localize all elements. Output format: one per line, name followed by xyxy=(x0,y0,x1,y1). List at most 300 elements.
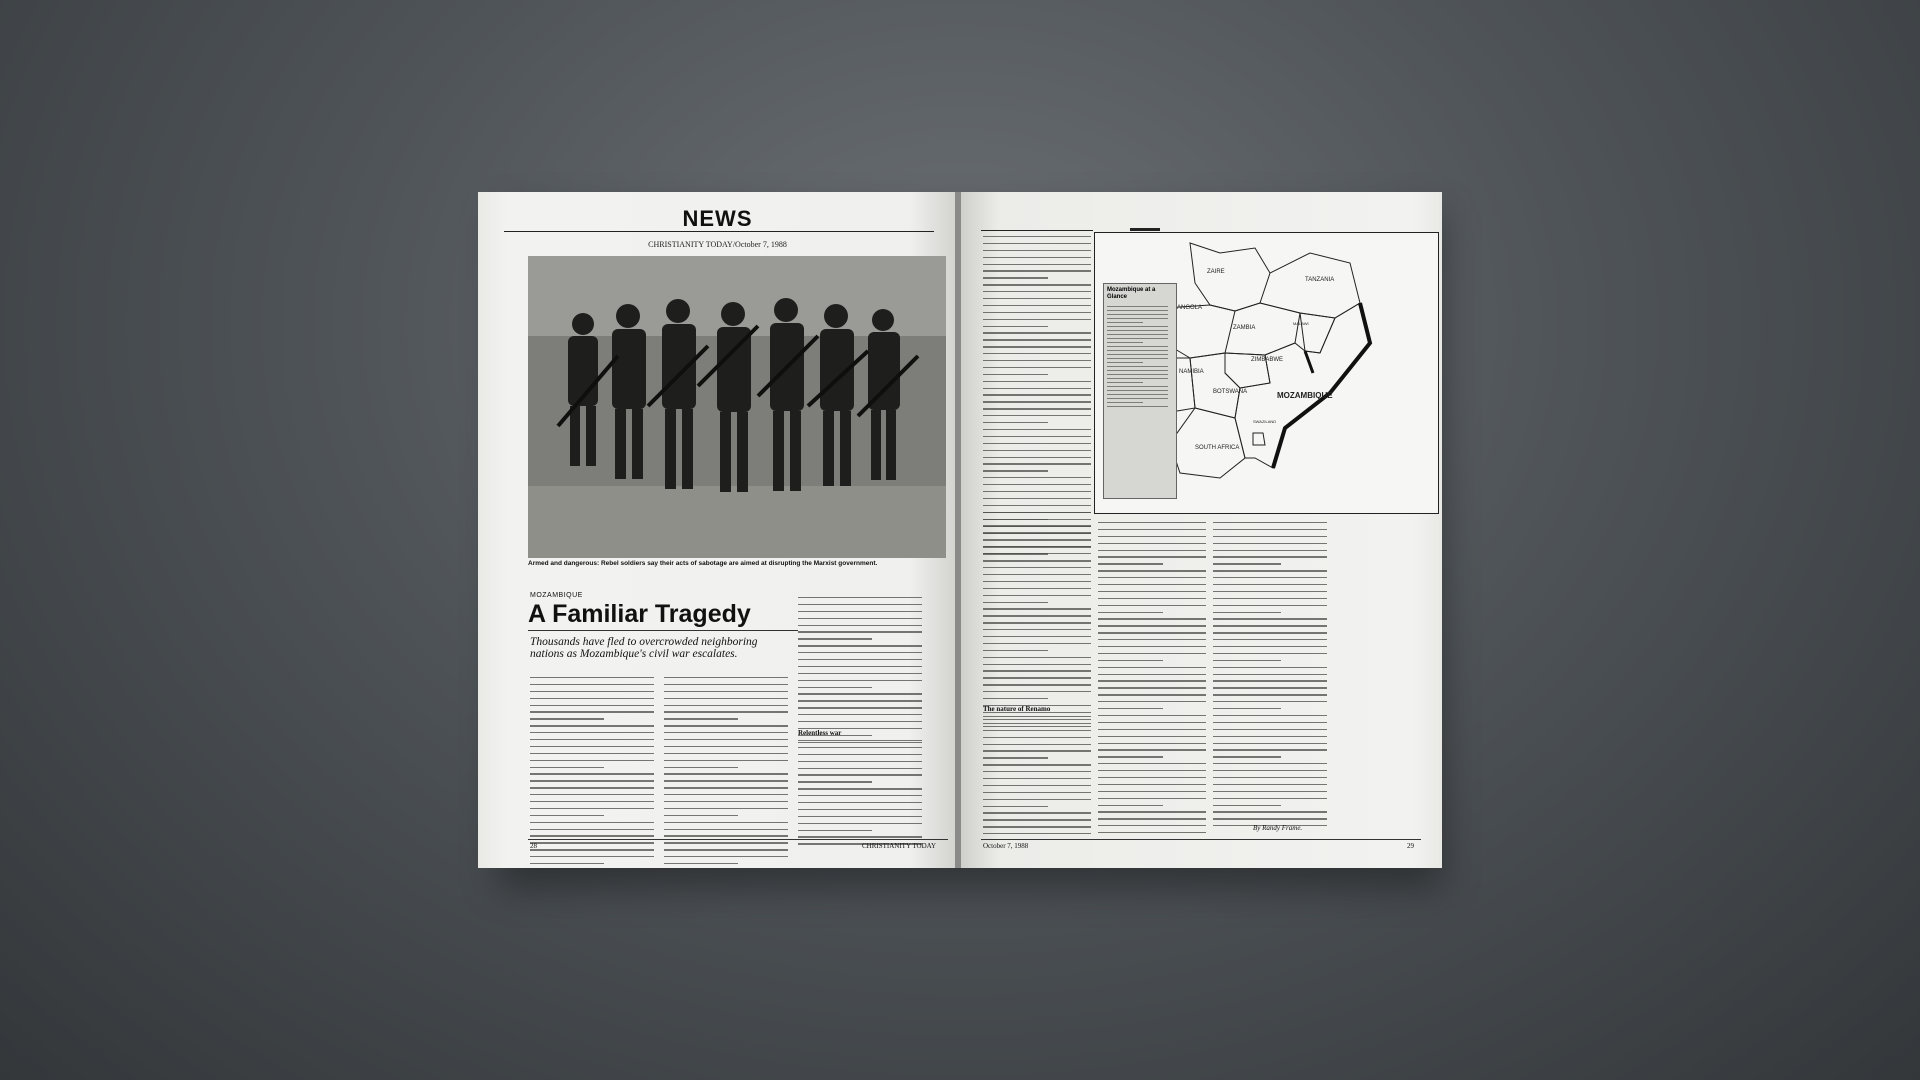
text-line xyxy=(983,723,1091,724)
text-line xyxy=(664,780,788,781)
text-line xyxy=(1098,784,1206,785)
text-line xyxy=(983,716,1091,717)
text-line xyxy=(664,739,788,740)
text-line xyxy=(983,305,1091,306)
text-line xyxy=(983,450,1091,451)
text-line xyxy=(1213,729,1327,730)
text-line xyxy=(983,298,1091,299)
map-label-mozambique: MOZAMBIQUE xyxy=(1277,391,1333,400)
headline-rule xyxy=(528,630,798,631)
text-line xyxy=(983,346,1091,347)
text-line xyxy=(530,753,654,754)
text-line xyxy=(1213,570,1327,571)
glance-text-line xyxy=(1107,350,1168,351)
right-column-1-end xyxy=(983,716,1091,840)
text-line xyxy=(1098,798,1206,799)
text-line xyxy=(664,753,788,754)
text-line xyxy=(1098,543,1206,544)
text-line xyxy=(1098,687,1206,688)
text-line xyxy=(983,264,1091,265)
text-line xyxy=(1098,680,1206,681)
text-line xyxy=(1213,577,1327,578)
text-line xyxy=(1098,536,1206,537)
text-line xyxy=(1213,632,1327,633)
text-line xyxy=(530,725,654,726)
text-line xyxy=(798,638,872,639)
text-line xyxy=(664,794,788,795)
text-line xyxy=(530,705,654,706)
text-line xyxy=(983,602,1048,603)
text-line xyxy=(798,836,922,837)
text-line xyxy=(798,802,922,803)
text-line xyxy=(983,588,1091,589)
text-line xyxy=(664,773,788,774)
text-line xyxy=(664,829,788,830)
text-line xyxy=(1098,639,1206,640)
body-column-3-bottom xyxy=(798,740,922,850)
text-line xyxy=(530,815,604,816)
text-line xyxy=(530,856,654,857)
text-line xyxy=(1213,687,1327,688)
text-line xyxy=(983,374,1048,375)
rebel-soldiers-photo xyxy=(528,256,946,558)
text-line xyxy=(798,673,922,674)
text-line xyxy=(798,823,922,824)
text-line xyxy=(1098,708,1163,709)
right-column-2 xyxy=(1098,522,1206,846)
text-line xyxy=(798,604,922,605)
text-line xyxy=(530,773,654,774)
text-line xyxy=(798,631,922,632)
glance-text-line xyxy=(1107,394,1168,395)
news-rule xyxy=(504,231,934,232)
text-line xyxy=(983,650,1048,651)
text-line xyxy=(983,470,1048,471)
text-line xyxy=(983,284,1091,285)
text-line xyxy=(664,801,788,802)
text-line xyxy=(983,764,1091,765)
text-line xyxy=(798,809,922,810)
text-line xyxy=(1213,612,1281,613)
text-line xyxy=(983,339,1091,340)
right-column-1-bottom xyxy=(983,512,1091,733)
text-line xyxy=(1098,722,1206,723)
text-line xyxy=(798,788,922,789)
text-line xyxy=(798,754,922,755)
text-line xyxy=(530,760,654,761)
text-line xyxy=(798,625,922,626)
text-line xyxy=(983,698,1048,699)
text-line xyxy=(983,505,1091,506)
text-line xyxy=(1098,749,1206,750)
text-line xyxy=(664,787,788,788)
text-line xyxy=(1213,763,1327,764)
text-line xyxy=(1098,736,1206,737)
text-line xyxy=(1213,605,1327,606)
text-line xyxy=(1213,811,1327,812)
dateline: CHRISTIANITY TODAY/October 7, 1988 xyxy=(648,240,787,249)
text-line xyxy=(798,761,922,762)
text-line xyxy=(1213,536,1327,537)
text-line xyxy=(983,826,1091,827)
text-line xyxy=(983,615,1091,616)
text-line xyxy=(983,595,1091,596)
text-line xyxy=(530,739,654,740)
text-line xyxy=(983,512,1091,513)
text-line xyxy=(530,746,654,747)
text-line xyxy=(1098,701,1206,702)
text-line xyxy=(1213,556,1327,557)
text-line xyxy=(983,394,1091,395)
text-line xyxy=(530,691,654,692)
text-line xyxy=(1213,584,1327,585)
map-label-zimbabwe: ZIMBABWE xyxy=(1251,357,1284,363)
text-line xyxy=(983,360,1091,361)
text-line xyxy=(1098,715,1206,716)
text-line xyxy=(983,744,1091,745)
map-label-tanzania: TANZANIA xyxy=(1305,277,1335,283)
text-line xyxy=(530,718,604,719)
article-headline: A Familiar Tragedy xyxy=(528,600,751,628)
glance-text-line xyxy=(1107,330,1168,331)
text-line xyxy=(530,808,654,809)
text-line xyxy=(1213,736,1327,737)
text-line xyxy=(798,645,922,646)
text-line xyxy=(983,540,1091,541)
news-kicker: NEWS xyxy=(682,206,753,231)
text-line xyxy=(983,312,1091,313)
text-line xyxy=(1098,550,1206,551)
text-line xyxy=(1213,667,1327,668)
text-line xyxy=(983,657,1091,658)
text-line xyxy=(664,822,788,823)
section-label: MOZAMBIQUE xyxy=(530,592,583,599)
text-line xyxy=(983,250,1091,251)
text-line xyxy=(530,732,654,733)
text-line xyxy=(983,792,1091,793)
text-line xyxy=(983,519,1091,520)
text-line xyxy=(1098,646,1206,647)
text-line xyxy=(1098,618,1206,619)
map-label-zaire: ZAIRE xyxy=(1207,269,1225,275)
text-line xyxy=(1213,529,1327,530)
text-line xyxy=(1213,722,1327,723)
text-line xyxy=(983,553,1048,554)
footer-date: October 7, 1988 xyxy=(983,842,1029,850)
text-line xyxy=(798,747,922,748)
footer-rule-left xyxy=(528,839,948,840)
text-line xyxy=(530,863,604,864)
text-line xyxy=(664,849,788,850)
text-line xyxy=(798,774,922,775)
text-line xyxy=(983,367,1091,368)
text-line xyxy=(664,746,788,747)
text-line xyxy=(798,740,922,741)
glance-text-line xyxy=(1107,358,1168,359)
text-line xyxy=(1098,825,1206,826)
text-line xyxy=(983,533,1091,534)
glance-title: Mozambique at a Glance xyxy=(1107,287,1156,300)
glance-text-line xyxy=(1107,318,1168,319)
text-line xyxy=(983,737,1091,738)
left-page xyxy=(478,192,957,868)
text-line xyxy=(983,636,1091,637)
text-line xyxy=(664,760,788,761)
text-line xyxy=(798,597,922,598)
text-line xyxy=(983,771,1091,772)
text-line xyxy=(530,794,654,795)
text-line xyxy=(983,243,1091,244)
text-line xyxy=(1098,791,1206,792)
text-line xyxy=(1213,543,1327,544)
text-line xyxy=(664,691,788,692)
text-line xyxy=(983,381,1091,382)
text-line xyxy=(983,526,1091,527)
glance-text-line xyxy=(1107,398,1168,399)
text-line xyxy=(983,806,1048,807)
text-line xyxy=(1213,715,1327,716)
text-line xyxy=(664,732,788,733)
footer-page-number-right: 29 xyxy=(1407,842,1414,850)
text-line xyxy=(1213,625,1327,626)
text-line xyxy=(1098,584,1206,585)
glance-text-line xyxy=(1107,314,1168,315)
text-line xyxy=(983,436,1091,437)
text-line xyxy=(983,491,1091,492)
glance-text-line xyxy=(1107,402,1143,403)
text-line xyxy=(664,815,738,816)
text-line xyxy=(664,718,738,719)
glance-text-line xyxy=(1107,362,1143,363)
text-line xyxy=(664,677,788,678)
photo-caption: Armed and dangerous: Rebel soldiers say their acts of sabotage are aimed at disrupting the Marxist government. xyxy=(528,560,878,567)
text-line xyxy=(530,767,604,768)
text-line xyxy=(798,659,922,660)
map-label-namibia: NAMIBIA xyxy=(1179,369,1204,375)
text-line xyxy=(1098,743,1206,744)
footer-publication: CHRISTIANITY TODAY xyxy=(862,842,937,850)
text-line xyxy=(983,812,1091,813)
text-line xyxy=(1213,618,1327,619)
text-line xyxy=(983,677,1091,678)
glance-text-line xyxy=(1107,306,1168,307)
text-line xyxy=(1098,805,1163,806)
text-line xyxy=(1213,550,1327,551)
text-line xyxy=(798,680,922,681)
text-line xyxy=(983,332,1091,333)
text-line xyxy=(798,652,922,653)
text-line xyxy=(664,711,788,712)
footer-rule-right xyxy=(981,839,1421,840)
text-line xyxy=(983,608,1091,609)
map-label-south-africa: SOUTH AFRICA xyxy=(1195,445,1240,451)
text-line xyxy=(530,849,654,850)
glance-text-line xyxy=(1107,390,1168,391)
text-line xyxy=(983,415,1091,416)
glance-text-line xyxy=(1107,310,1168,311)
text-line xyxy=(1213,784,1327,785)
text-line xyxy=(983,574,1091,575)
text-line xyxy=(983,463,1091,464)
text-line xyxy=(983,257,1091,258)
text-line xyxy=(530,684,654,685)
right-top-rule xyxy=(981,230,1093,231)
subhead-nature-of-renamo: The nature of Renamo xyxy=(983,705,1051,713)
text-line xyxy=(1098,811,1206,812)
text-line xyxy=(983,388,1091,389)
text-line xyxy=(1098,674,1206,675)
text-line xyxy=(798,700,922,701)
text-line xyxy=(1098,577,1206,578)
text-line xyxy=(530,780,654,781)
map-label-zambia: ZAMBIA xyxy=(1233,325,1256,331)
glance-text-line xyxy=(1107,322,1143,323)
photo-credit xyxy=(938,436,944,536)
text-line xyxy=(1098,770,1206,771)
glance-text-line xyxy=(1107,386,1168,387)
text-line xyxy=(983,560,1091,561)
text-line xyxy=(1213,701,1327,702)
map-label-swaziland: SWAZILAND xyxy=(1253,419,1277,424)
text-line xyxy=(530,677,654,678)
text-line xyxy=(798,714,922,715)
text-line xyxy=(983,401,1091,402)
text-line xyxy=(798,666,922,667)
glance-text-line xyxy=(1107,374,1168,375)
text-line xyxy=(1213,791,1327,792)
text-line xyxy=(1213,591,1327,592)
text-line xyxy=(664,835,788,836)
text-line xyxy=(1213,743,1327,744)
text-line xyxy=(1098,570,1206,571)
glance-text-line xyxy=(1107,370,1168,371)
text-line xyxy=(1098,632,1206,633)
text-line xyxy=(1213,639,1327,640)
text-line xyxy=(1213,646,1327,647)
text-line xyxy=(1098,667,1206,668)
subhead-relentless-war: Relentless war xyxy=(798,729,842,737)
text-line xyxy=(530,835,654,836)
text-line xyxy=(983,730,1091,731)
body-column-3-top xyxy=(798,597,922,749)
text-line xyxy=(664,705,788,706)
text-line xyxy=(1098,653,1206,654)
text-line xyxy=(983,833,1091,834)
text-line xyxy=(983,408,1091,409)
text-line xyxy=(798,768,922,769)
mozambique-at-a-glance-box xyxy=(1103,283,1177,499)
glance-text-line xyxy=(1107,346,1168,347)
footer-page-number-left: 28 xyxy=(530,842,537,850)
text-line xyxy=(664,684,788,685)
text-line xyxy=(983,785,1091,786)
map-label-botswana: BOTSWANA xyxy=(1213,389,1248,395)
text-line xyxy=(1098,729,1206,730)
text-line xyxy=(1213,680,1327,681)
text-line xyxy=(798,816,922,817)
text-line xyxy=(983,629,1091,630)
text-line xyxy=(983,664,1091,665)
photo-figures xyxy=(528,256,946,558)
text-line xyxy=(983,691,1091,692)
text-line xyxy=(983,319,1091,320)
glance-text-line xyxy=(1107,334,1168,335)
text-line xyxy=(798,830,872,831)
text-line xyxy=(983,799,1091,800)
text-line xyxy=(1098,556,1206,557)
glance-text-line xyxy=(1107,366,1168,367)
text-line xyxy=(1213,749,1327,750)
text-line xyxy=(1098,563,1163,564)
text-line xyxy=(1098,818,1206,819)
byline: By Randy Frame. xyxy=(1253,824,1303,832)
text-line xyxy=(1098,625,1206,626)
text-line xyxy=(983,622,1091,623)
text-line xyxy=(983,546,1091,547)
text-line xyxy=(983,277,1048,278)
glance-text-line xyxy=(1107,342,1143,343)
map-header-bar xyxy=(1130,228,1160,231)
text-line xyxy=(1098,591,1206,592)
text-line xyxy=(983,484,1091,485)
text-line xyxy=(983,443,1091,444)
text-line xyxy=(530,801,654,802)
text-line xyxy=(983,429,1091,430)
map-label-angola: ANGOLA xyxy=(1177,305,1203,311)
text-line xyxy=(983,567,1091,568)
text-line xyxy=(1213,798,1327,799)
text-line xyxy=(664,698,788,699)
text-line xyxy=(983,270,1091,271)
glance-text-line xyxy=(1107,354,1168,355)
text-line xyxy=(1098,763,1206,764)
glance-text-line xyxy=(1107,406,1168,407)
text-line xyxy=(798,795,922,796)
text-line xyxy=(798,618,922,619)
text-line xyxy=(664,767,738,768)
text-line xyxy=(798,611,922,612)
text-line xyxy=(983,757,1048,758)
text-line xyxy=(983,750,1091,751)
text-line xyxy=(983,670,1091,671)
text-line xyxy=(1213,770,1327,771)
text-line xyxy=(1213,522,1327,523)
text-line xyxy=(1098,660,1163,661)
text-line xyxy=(530,698,654,699)
text-line xyxy=(1213,756,1281,757)
text-line xyxy=(1098,598,1206,599)
text-line xyxy=(1098,756,1163,757)
text-line xyxy=(983,819,1091,820)
text-line xyxy=(983,353,1091,354)
text-line xyxy=(1098,777,1206,778)
text-line xyxy=(983,291,1091,292)
text-line xyxy=(1098,605,1206,606)
text-line xyxy=(983,422,1048,423)
text-line xyxy=(530,822,654,823)
text-line xyxy=(983,236,1091,237)
text-line xyxy=(1213,818,1327,819)
text-line xyxy=(798,721,922,722)
text-line xyxy=(1213,653,1327,654)
text-line xyxy=(798,693,922,694)
glance-text-line xyxy=(1107,338,1168,339)
text-line xyxy=(798,687,872,688)
text-line xyxy=(983,477,1091,478)
text-line xyxy=(530,787,654,788)
text-line xyxy=(1213,777,1327,778)
text-line xyxy=(1213,598,1327,599)
